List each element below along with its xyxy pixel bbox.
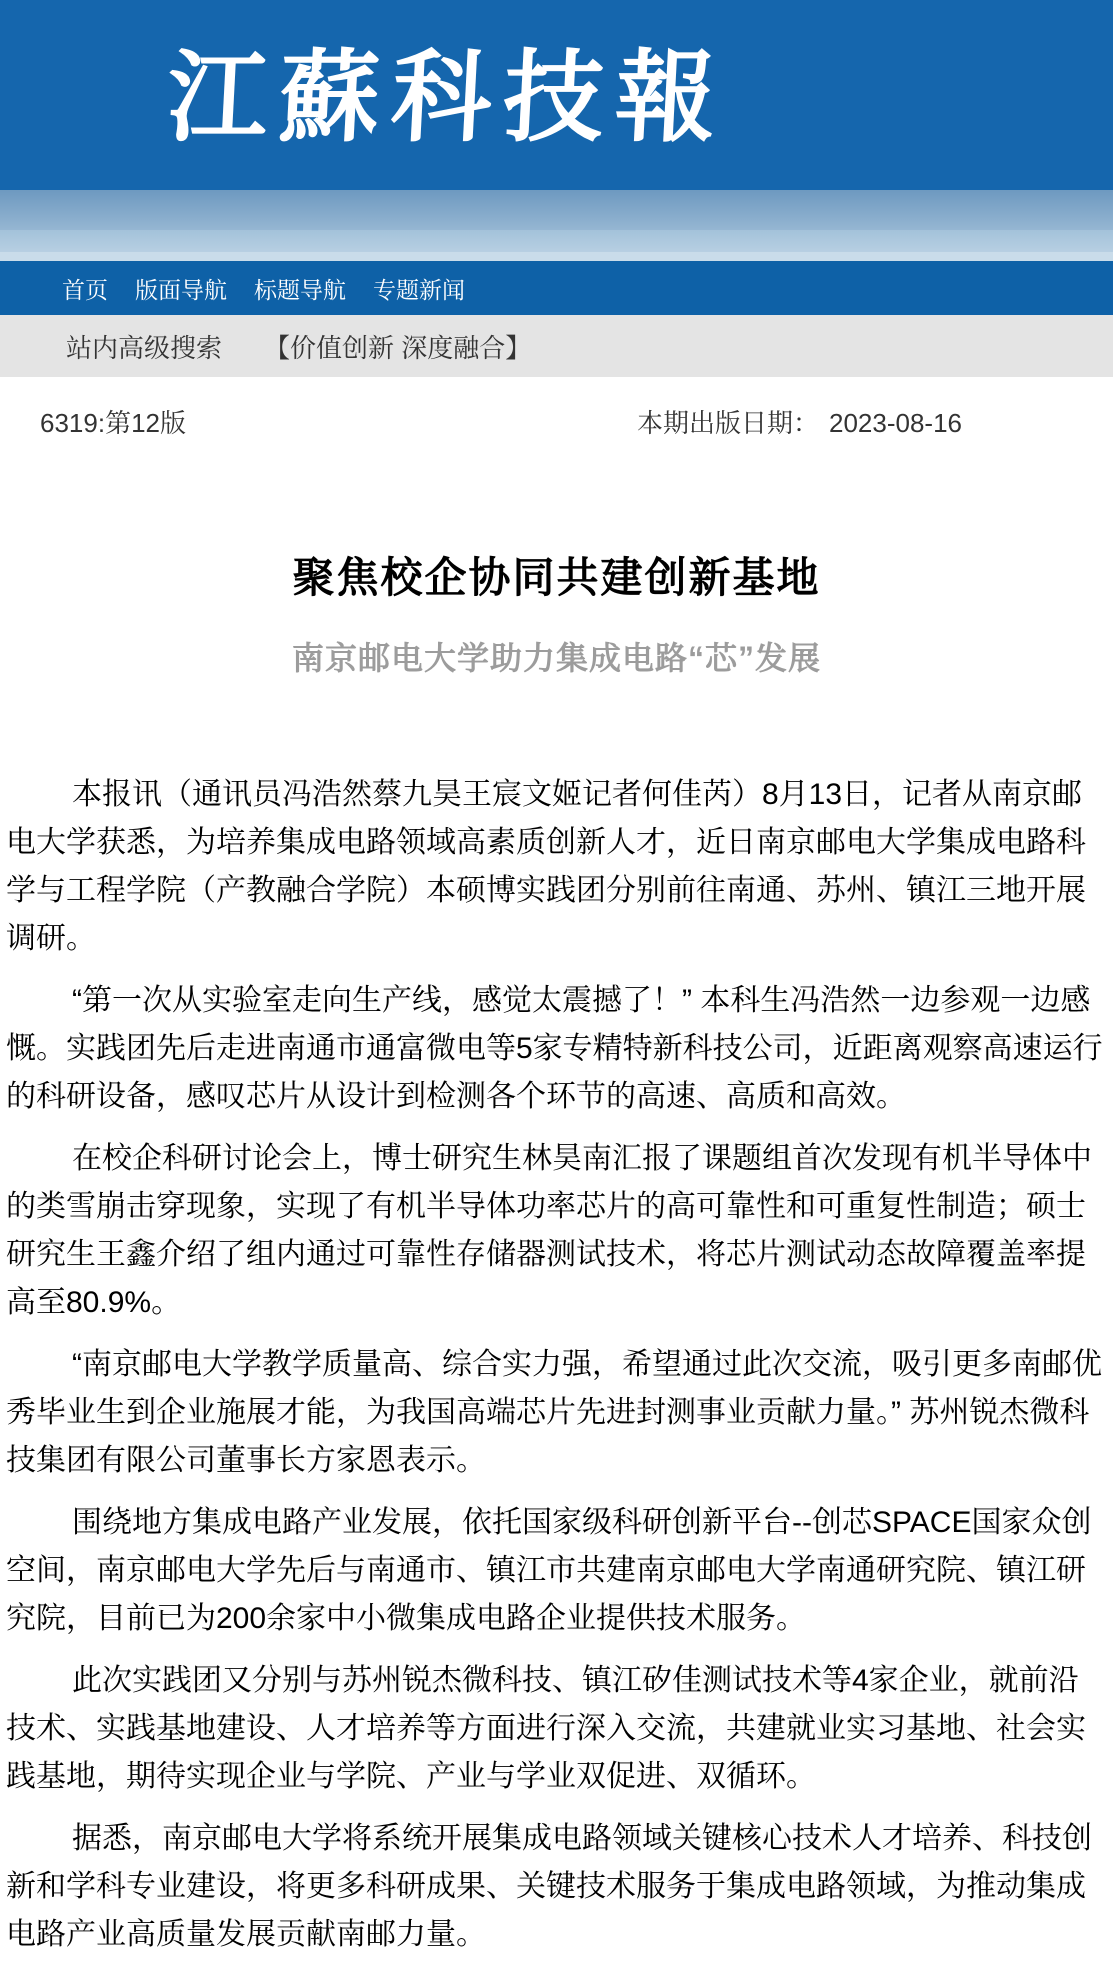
paragraph: “南京邮电大学教学质量高、综合实力强，希望通过此次交流，吸引更多南邮优秀毕业生到企业施展才能，为我国高端芯片先进封测事业贡献力量。” 苏州锐杰微科技集团有限公司董事长方家恩表示。 (6, 1348, 1102, 1478)
article-subtitle: 南京邮电大学助力集成电路“芯”发展 (291, 640, 821, 677)
advanced-search-link[interactable]: 站内高级搜索 (66, 332, 223, 363)
nav-item-headline-navigation[interactable]: 标题导航 (254, 276, 346, 303)
newspaper-logo: 江蘇科技報 (164, 38, 731, 156)
stripe-top (0, 190, 1113, 230)
issue-number: 6319:第12版 (40, 408, 186, 438)
paragraph: 此次实践团又分别与苏州锐杰微科技、镇江矽佳测试技术等4家企业，就前沿技术、实践基地建设、人才培养等方面进行深入交流，共建就业实习基地、社会实践基地，期待实现企业与学院、产业与学业双促进、双循环。 (6, 1664, 1086, 1794)
issue-info-row (0, 401, 1113, 439)
publish-date-label: 本期出版日期： (637, 408, 820, 438)
nav-item-home[interactable]: 首页 (62, 276, 108, 303)
main-nav (0, 261, 1113, 315)
nav-item-special-news[interactable]: 专题新闻 (373, 276, 465, 303)
paragraph: 本报讯（通讯员冯浩然蔡九昊王宸文姬记者何佳芮）8月13日，记者从南京邮电大学获悉，为培养集成电路领域高素质创新人才，近日南京邮电大学集成电路科学与工程学院（产教融合学院）本硕博实践团分别前往南通、苏州、镇江三地开展调研。 (6, 778, 1086, 956)
article (0, 545, 1113, 1959)
paragraph: 据悉，南京邮电大学将系统开展集成电路领域关键核心技术人才培养、科技创新和学科专业建设，将更多科研成果、关键技术服务于集成电路领域，为推动集成电路产业高质量发展贡献南邮力量。 (6, 1822, 1092, 1952)
slogan-text: 【价值创新 深度融合】 (264, 332, 532, 363)
sub-nav (0, 315, 1113, 377)
article-body (0, 771, 1113, 1959)
stripe-bottom (0, 252, 1113, 261)
article-title: 聚焦校企协同共建创新基地 (292, 554, 821, 601)
paragraph: 围绕地方集成电路产业发展，依托国家级科研创新平台--创芯SPACE国家众创空间，南京邮电大学先后与南通市、镇江市共建南京邮电大学南通研究院、镇江研究院，目前已为200余家中小微集成电路企业提供技术服务。 (6, 1506, 1092, 1636)
stripe-middle (0, 230, 1113, 252)
paragraph: 在校企科研讨论会上，博士研究生林昊南汇报了课题组首次发现有机半导体中的类雪崩击穿现象，实现了有机半导体功率芯片的高可靠性和可重复性制造；硕士研究生王鑫介绍了组内通过可靠性存储器测试技术，将芯片测试动态故障覆盖率提高至80.9%。 (6, 1142, 1092, 1320)
paragraph: “第一次从实验室走向生产线，感觉太震撼了！” 本科生冯浩然一边参观一边感慨。实践团先后走进南通市通富微电等5家专精特新科技公司，近距离观察高速运行的科研设备，感叹芯片从设计到检测各个环节的高速、高质和高效。 (6, 984, 1103, 1114)
nav-item-page-navigation[interactable]: 版面导航 (135, 276, 227, 303)
masthead (0, 0, 1113, 190)
publish-date-value: 2023-08-16 (829, 408, 963, 438)
publish-date (637, 403, 962, 440)
